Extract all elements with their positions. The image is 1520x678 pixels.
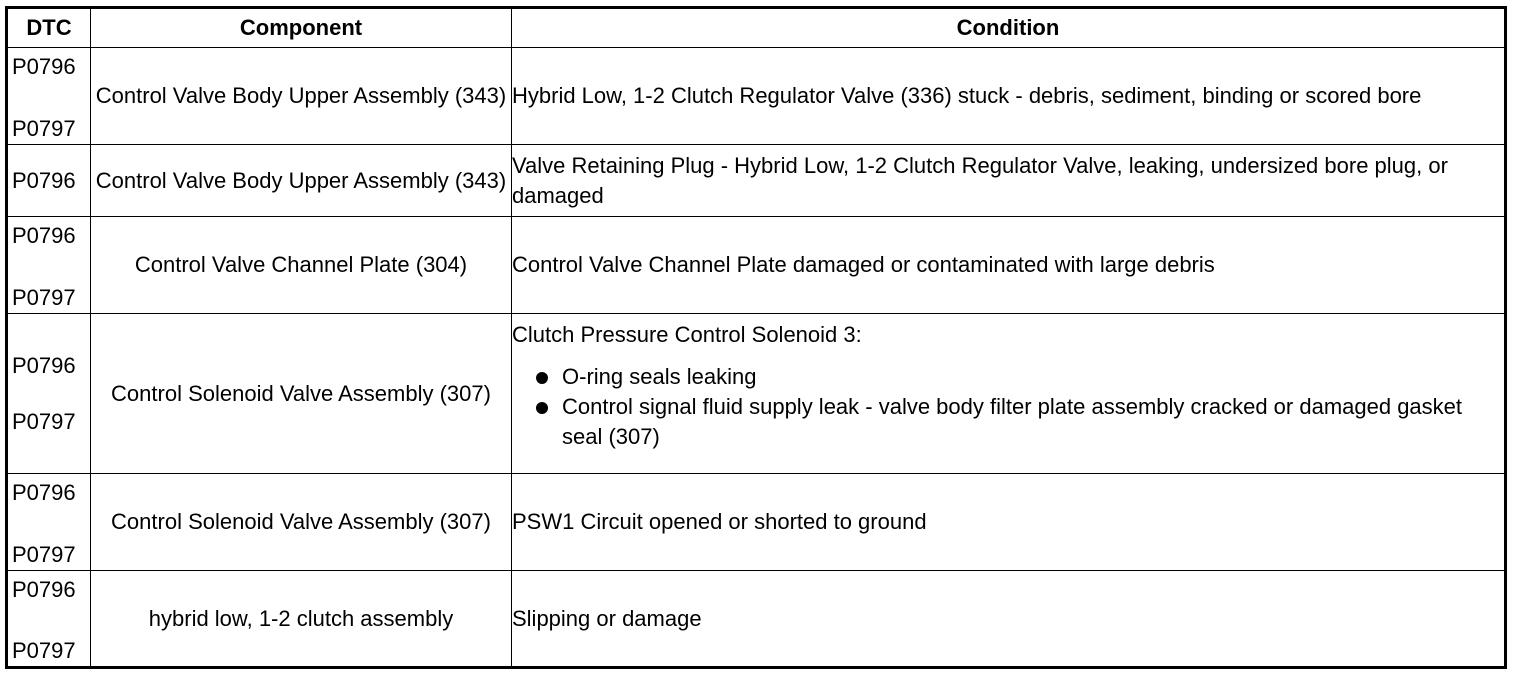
dtc-cell [7,145,91,217]
dtc-code: P0796 [12,54,76,79]
table-row [7,145,1506,217]
dtc-code: P0797 [12,542,76,567]
header-dtc: DTC [7,8,91,48]
dtc-code: P0796 [12,167,76,193]
header-component: Component [91,8,512,48]
condition-cell: Valve Retaining Plug - Hybrid Low, 1-2 Clutch Regulator Valve, leaking, undersized bore plug, or damaged [512,145,1506,217]
dtc-cell [7,217,91,314]
condition-cell: Control Valve Channel Plate damaged or contaminated with large debris [512,217,1506,314]
component-cell: Control Valve Channel Plate (304) [91,217,512,314]
component-cell: Control Solenoid Valve Assembly (307) [91,474,512,571]
table-row [7,217,1506,314]
header-condition: Condition [512,8,1506,48]
component-cell: Control Solenoid Valve Assembly (307) [91,314,512,474]
condition-cell [512,314,1506,474]
list-item: Control signal fluid supply leak - valve body filter plate assembly cracked or damaged gasket seal (307) [536,392,1504,452]
header-row [7,8,1506,48]
condition-bullet-list [512,362,1504,452]
dtc-code: P0796 [12,480,76,505]
component-cell: hybrid low, 1-2 clutch assembly [91,571,512,668]
condition-cell: Slipping or damage [512,571,1506,668]
dtc-cell [7,48,91,145]
table-row [7,314,1506,474]
condition-cell: Hybrid Low, 1-2 Clutch Regulator Valve (336) stuck - debris, sediment, binding or scored bore [512,48,1506,145]
condition-cell: PSW1 Circuit opened or shorted to ground [512,474,1506,571]
table-row [7,474,1506,571]
dtc-code: P0797 [12,638,76,663]
dtc-code: P0797 [12,116,76,141]
dtc-table [5,6,1507,669]
dtc-cell [7,571,91,668]
dtc-code: P0796 [12,352,76,378]
dtc-code: P0796 [12,577,76,602]
table-row [7,48,1506,145]
condition-intro: Clutch Pressure Control Solenoid 3: [512,322,862,347]
dtc-code: P0796 [12,223,76,248]
dtc-code: P0797 [12,285,76,310]
component-cell: Control Valve Body Upper Assembly (343) [91,48,512,145]
list-item: O-ring seals leaking [536,362,1504,392]
dtc-cell [7,314,91,474]
dtc-code: P0797 [12,408,76,434]
component-cell: Control Valve Body Upper Assembly (343) [91,145,512,217]
table-row [7,571,1506,668]
dtc-cell [7,474,91,571]
